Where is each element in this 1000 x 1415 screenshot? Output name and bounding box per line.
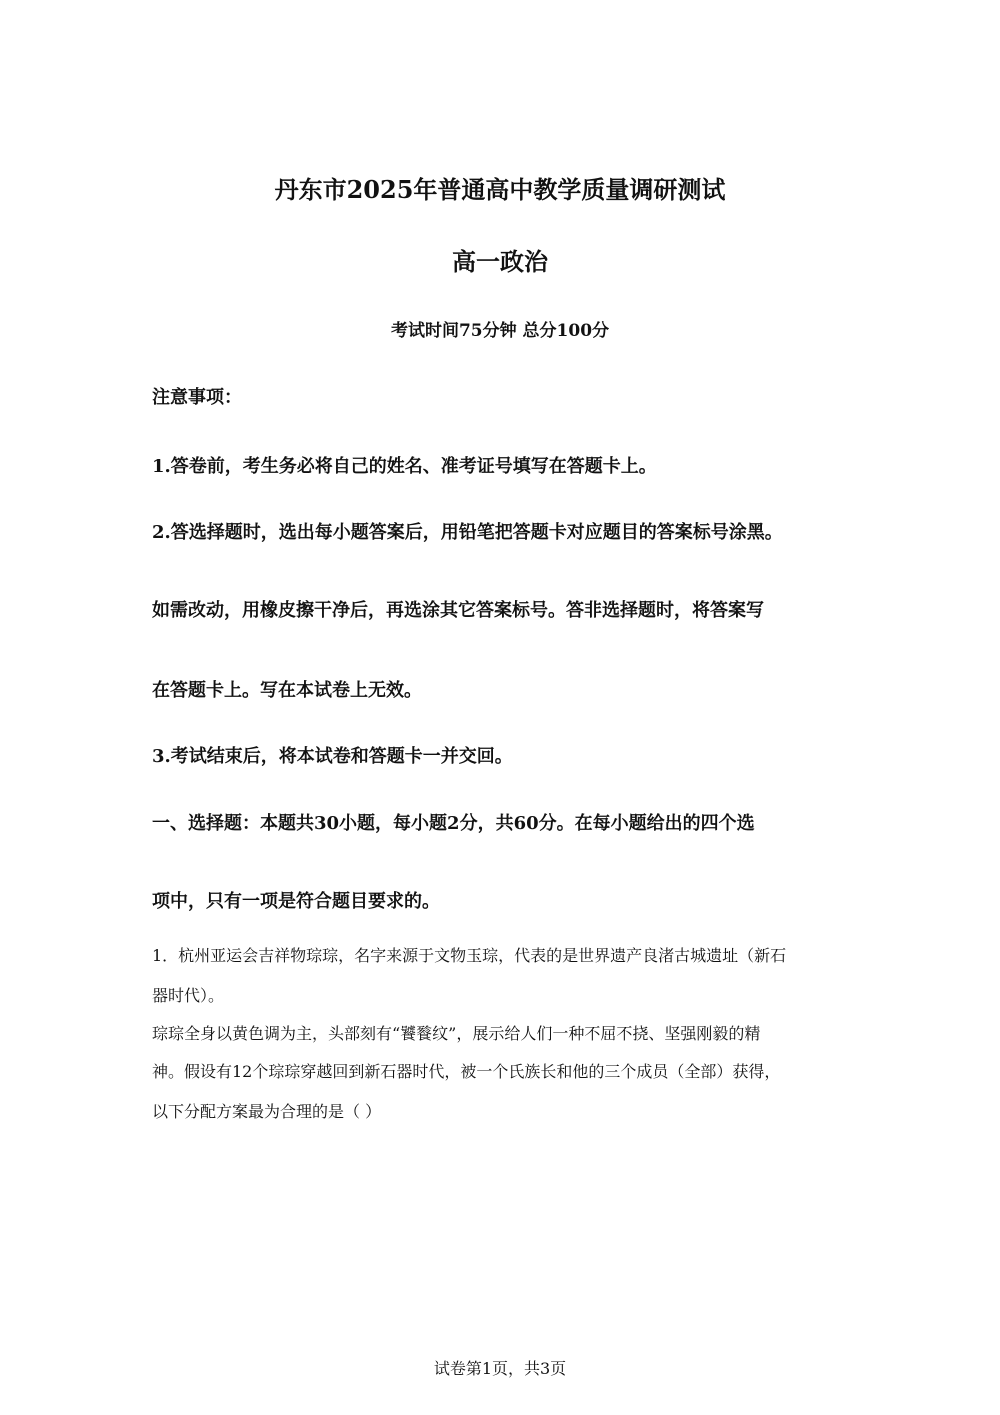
question-1-line-3: 琮琮全身以黄色调为主，头部刻有“饕餮纹”，展示给人们一种不屈不挠、坚强刚毅的精 — [152, 1024, 761, 1043]
notice-heading: 注意事项： — [152, 387, 242, 408]
notice-item-1: 1.答卷前，考生务必将自己的姓名、准考证号填写在答题卡上。 — [152, 456, 657, 477]
notice-item-2-line-1: 2.答选择题时，选出每小题答案后，用铅笔把答题卡对应题目的答案标号涂黑。 — [152, 522, 783, 543]
exam-meta: 考试时间75分钟 总分100分 — [390, 321, 610, 341]
notice-item-2-line-3: 在答题卡上。写在本试卷上无效。 — [152, 680, 422, 701]
section-heading-line-2: 项中，只有一项是符合题目要求的。 — [152, 891, 440, 912]
page-title: 丹东市2025年普通高中教学质量调研测试 — [274, 175, 726, 204]
question-1-line-5: 以下分配方案最为合理的是（ ） — [152, 1102, 382, 1121]
section-heading-line-1: 一、选择题：本题共30小题，每小题2分，共60分。在每小题给出的四个选 — [152, 813, 755, 834]
page-footer: 试卷第1页，共3页 — [433, 1359, 567, 1378]
subject-title: 高一政治 — [452, 247, 548, 276]
question-1-line-4: 神。假设有12个琮琮穿越回到新石器时代，被一个氏族长和他的三个成员（全部）获得， — [152, 1062, 781, 1081]
question-1-line-1: 1．杭州亚运会吉祥物琮琮，名字来源于文物玉琮，代表的是世界遗产良渚古城遗址（新石 — [152, 946, 787, 965]
question-1-line-2: 器时代）。 — [152, 986, 225, 1005]
notice-item-3: 3.考试结束后，将本试卷和答题卡一并交回。 — [152, 746, 513, 767]
notice-item-2-line-2: 如需改动，用橡皮擦干净后，再选涂其它答案标号。答非选择题时，将答案写 — [152, 600, 764, 621]
